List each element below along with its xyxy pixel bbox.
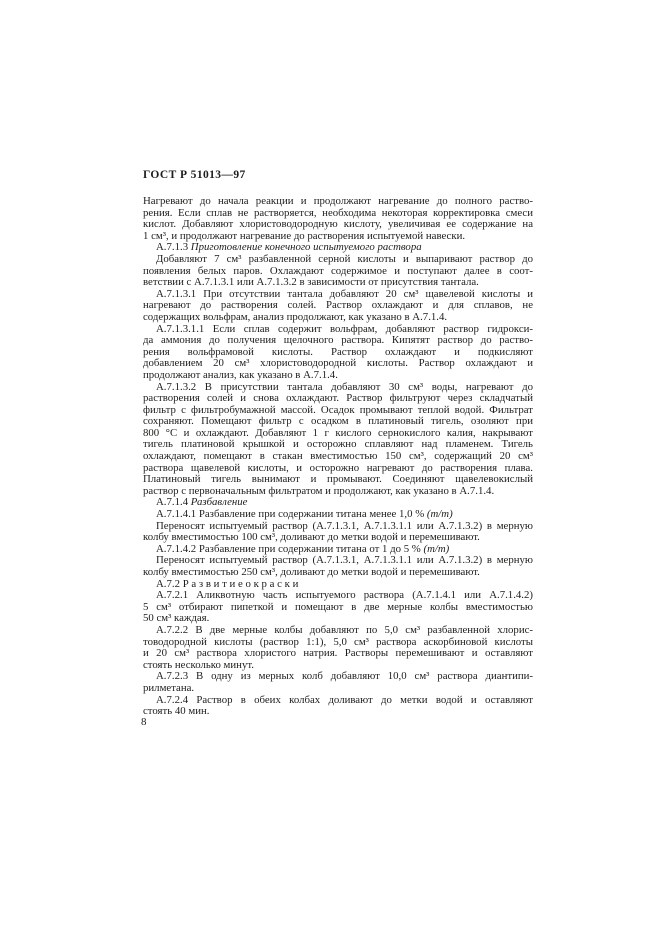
text-run: А.7.2.4 Раствор в обеих колбах доливают до метки водой и оставляют: [156, 693, 533, 706]
paragraph: [143, 590, 533, 625]
italic-text-run: Приготовление конечного испытуемого раствора: [190, 241, 422, 254]
text-run: товодородной кислоты (раствор 1:1), 5,0 см³ раствора аскорбиновой кислоты: [143, 635, 533, 648]
text-run: А.7.2.1 Аликвотную часть испытуемого раствора (А.7.1.4.1 или А.7.1.4.2): [156, 589, 533, 602]
text-run: и 20 см³ раствора хлористого натрия. Растворы перемешивают и оставляют: [143, 647, 533, 660]
text-run: А.7.1.4.1 Разбавление при содержании титана менее 1,0 %: [156, 508, 427, 521]
text-run: охлаждают, помещают в стакан вместимостью 150 см³, содержащий 20 см³: [143, 450, 533, 463]
text-run: стоять 40 мин.: [143, 705, 210, 718]
paragraph: [143, 555, 533, 578]
paragraph: [143, 521, 533, 544]
text-run: Нагревают до начала реакции и продолжают нагревание до полного раство-: [143, 195, 533, 207]
text-run: А.7.1.3.1 При отсутствии тантала добавляют 20 см³ щавелевой кислоты и: [156, 287, 533, 300]
page-number: 8: [141, 716, 147, 728]
text-run: раствор с первоначальным фильтратом и продолжают, как указано в А.7.1.4.: [143, 484, 495, 497]
text-run: Платиновый тигель вынимают и промывают. Соединяют щавелевокислый: [143, 473, 533, 486]
text-run: А.7.1.3: [156, 241, 191, 254]
text-run: да аммония до получения щелочного раствора. Кипятят раствор до раство-: [143, 334, 533, 347]
text-run: 1 см³, и продолжают нагревание до растворения испытуемой навески.: [143, 229, 466, 242]
text-run: нагревают до растворения солей. Раствор охлаждают и для сплавов, не: [143, 299, 533, 312]
text-run: рения. Если сплав не растворяется, необходима некоторая корректировка смеси: [143, 206, 533, 219]
text-run: добавлением 20 см³ хлористоводородной кислоты. Раствор охлаждают и: [143, 357, 533, 370]
paragraph: [143, 671, 533, 694]
text-run: Переносят испытуемый раствор (А.7.1.3.1, А.7.1.3.1.1 или А.7.1.3.2) в мерную: [156, 519, 533, 532]
text-run: сохраняют. Помещают фильтр с осадком в платиновый тигель, озоляют при: [143, 415, 533, 428]
text-run: продолжают анализ, как указано в А.7.1.4.: [143, 368, 338, 381]
text-run: 50 см³ каждая.: [143, 612, 210, 625]
text-run: рения вольфрамовой кислоты. Раствор охлаждают и подкисляют: [143, 345, 533, 358]
text-run: Переносят испытуемый раствор (А.7.1.3.1, А.7.1.3.1.1 или А.7.1.3.2) в мерную: [156, 554, 533, 567]
italic-text-run: (m/m): [423, 542, 450, 555]
paragraph: [143, 196, 533, 242]
text-run: Добавляют 7 см³ разбавленной серной кислоты и выпаривают раствор до: [156, 252, 533, 265]
text-run: кислот. Добавляют хлористоводородную кислоту, увеличивая ее содержание на: [143, 218, 533, 231]
paragraph: [143, 625, 533, 671]
text-run: 5 см³ отбирают пипеткой и помещают в две мерные колбы вместимостью: [143, 600, 533, 613]
text-run: А.7.2 Р а з в и т и е о к р а с к и: [156, 577, 299, 590]
text-run: колбу вместимостью 250 см³, доливают до метки водой и перемешивают.: [143, 566, 480, 578]
text-run: фильтр с фильтробумажной массой. Осадок промывают теплой водой. Фильтрат: [143, 403, 533, 416]
text-run: появления белых паров. Охлаждают содержимое и поступают далее в соот-: [143, 264, 533, 277]
text-run: стоять несколько минут.: [143, 658, 254, 671]
text-run: рилметана.: [143, 681, 195, 694]
text-line: [143, 706, 533, 718]
text-run: содержащих вольфрам, анализ продолжают, как указано в А.7.1.4.: [143, 310, 448, 323]
text-run: А.7.2.3 В одну из мерных колб добавляют 10,0 см³ раствора диантипи-: [156, 670, 533, 683]
text-run: А.7.1.4.2 Разбавление при содержании титана от 1 до 5 %: [156, 542, 424, 555]
text-run: ветствии с А.7.1.3.1 или А.7.1.3.2 в зависимости от присутствия тантала.: [143, 276, 479, 289]
paragraph: [143, 324, 533, 382]
text-run: А.7.1.3.1.1 Если сплав содержит вольфрам, добавляют раствор гидрокси-: [156, 322, 533, 335]
text-line: [143, 671, 533, 683]
italic-text-run: (m/m): [426, 508, 453, 521]
text-run: тигель платиновой крышкой и осторожно сплавляют над пламенем. Тигель: [143, 438, 533, 451]
paragraph: [143, 289, 533, 324]
text-run: А.7.1.4: [156, 496, 191, 509]
text-run: колбу вместимостью 100 см³, доливают до метки водой и перемешивают.: [143, 531, 480, 544]
text-run: А.7.2.2 В две мерные колбы добавляют по 5,0 см³ разбавленной хлорис-: [156, 623, 533, 636]
paragraph: [143, 382, 533, 498]
paragraph: [143, 254, 533, 289]
page-header-gost-number: ГОСТ Р 51013—97: [143, 169, 246, 181]
text-run: раствора щавелевой кислоты, и осторожно нагревают до растворения плава.: [143, 461, 533, 474]
paragraph: [143, 695, 533, 718]
text-run: растворения солей и снова охлаждают. Раствор фильтруют через складчатый: [143, 392, 533, 405]
text-run: А.7.1.3.2 В присутствии тантала добавляют 30 см³ воды, нагревают до: [156, 380, 533, 393]
text-run: 800 °С и охлаждают. Добавляют 1 г кислого сернокислого калия, накрывают: [143, 426, 533, 439]
italic-text-run: Разбавление: [190, 496, 248, 509]
text-block: [143, 196, 533, 718]
